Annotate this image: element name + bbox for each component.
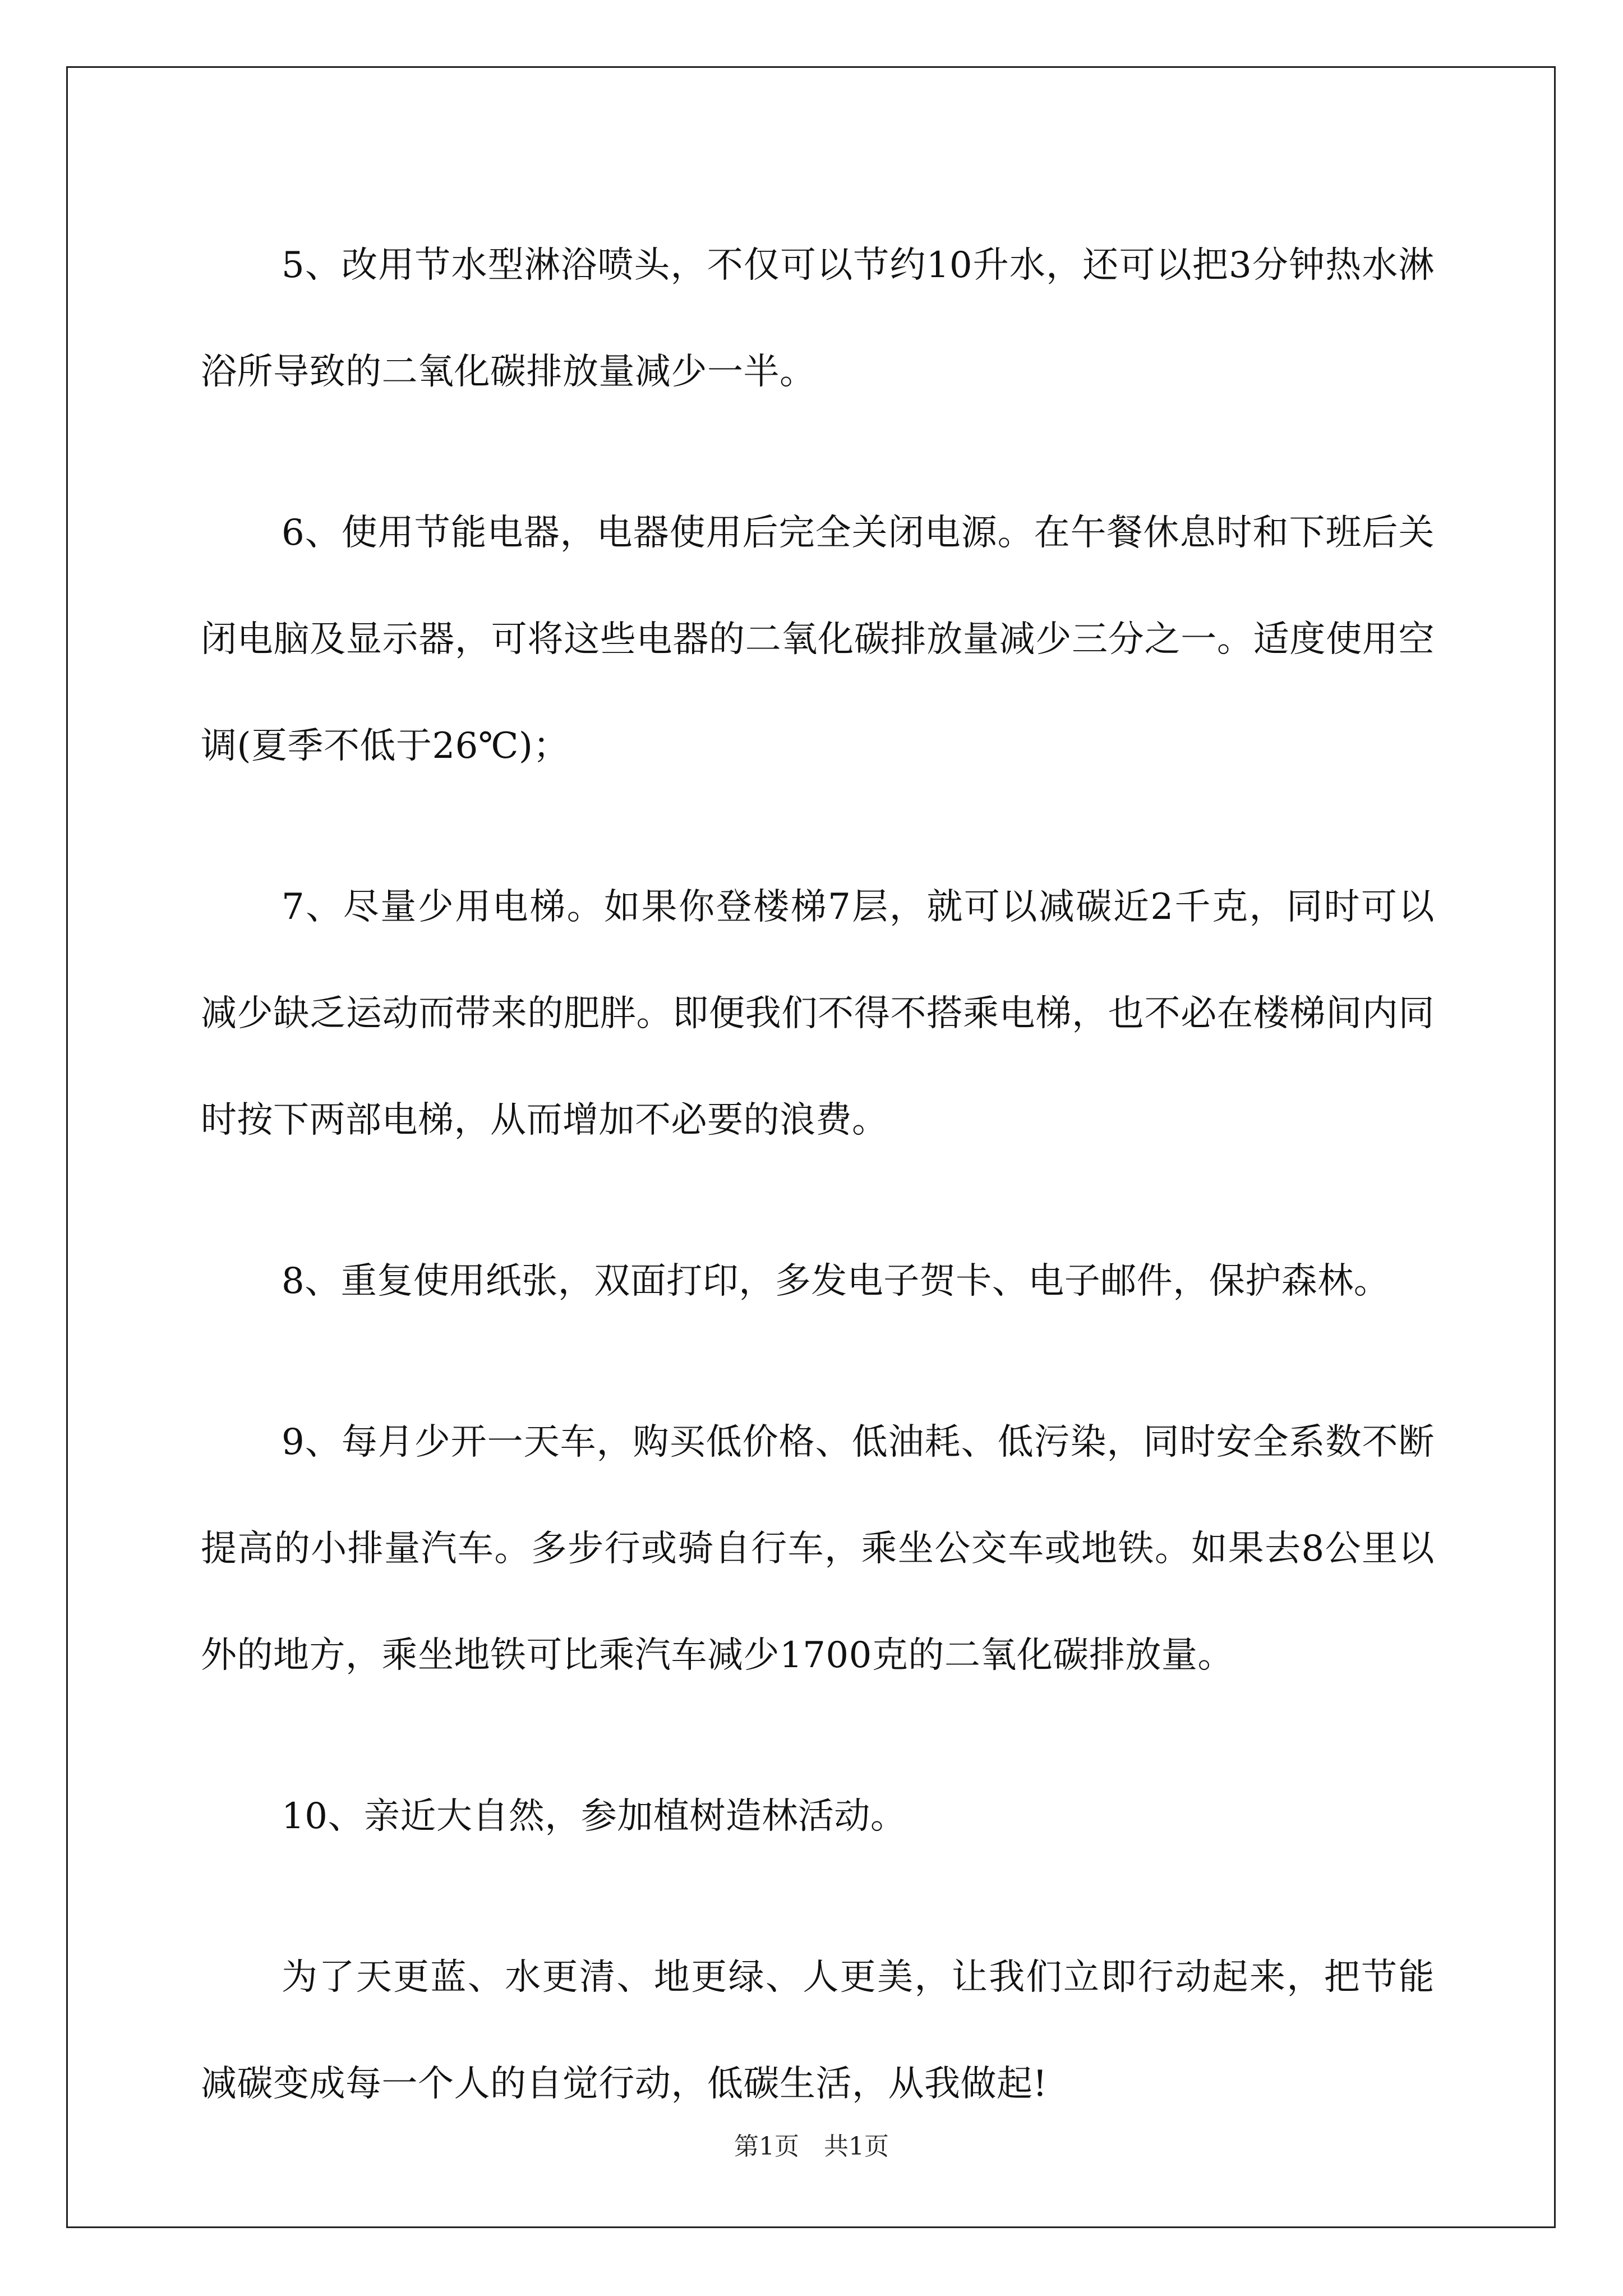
paragraph-item-5: 5、改用节水型淋浴喷头，不仅可以节约10升水，还可以把3分钟热水淋浴所导致的二氧化碳排放量减少一半。 xyxy=(201,245,1435,393)
paragraph-item-9: 9、每月少开一天车，购买低价格、低油耗、低污染，同时安全系数不断提高的小排量汽车。多步行或骑自行车，乘坐公交车或地铁。如果去8公里以外的地方，乘坐地铁可比乘汽车减少1700克的二氧化碳排放量。 xyxy=(201,1421,1435,1676)
paragraph-item-10: 10、亲近大自然，参加植树造林活动。 xyxy=(282,1796,907,1837)
paragraph-item-6: 6、使用节能电器，电器使用后完全关闭电源。在午餐休息时和下班后关闭电脑及显示器，可将这些电器的二氧化碳排放量减少三分之一。适度使用空调(夏季不低于26℃)； xyxy=(201,512,1435,767)
paragraph-item-7: 7、尽量少用电梯。如果你登楼梯7层，就可以减碳近2千克，同时可以减少缺乏运动而带来的肥胖。即便我们不得不搭乘电梯，也不必在楼梯间内同时按下两部电梯，从而增加不必要的浪费。 xyxy=(201,886,1435,1141)
closing-paragraph: 为了天更蓝、水更清、地更绿、人更美，让我们立即行动起来，把节能减碳变成每一个人的自觉行动，低碳生活，从我做起! xyxy=(201,1957,1435,2105)
paragraph-item-8: 8、重复使用纸张，双面打印，多发电子贺卡、电子邮件，保护森林。 xyxy=(282,1260,1390,1302)
document-body xyxy=(201,212,1435,2137)
page-footer: 第1页 共1页 xyxy=(734,2132,889,2161)
